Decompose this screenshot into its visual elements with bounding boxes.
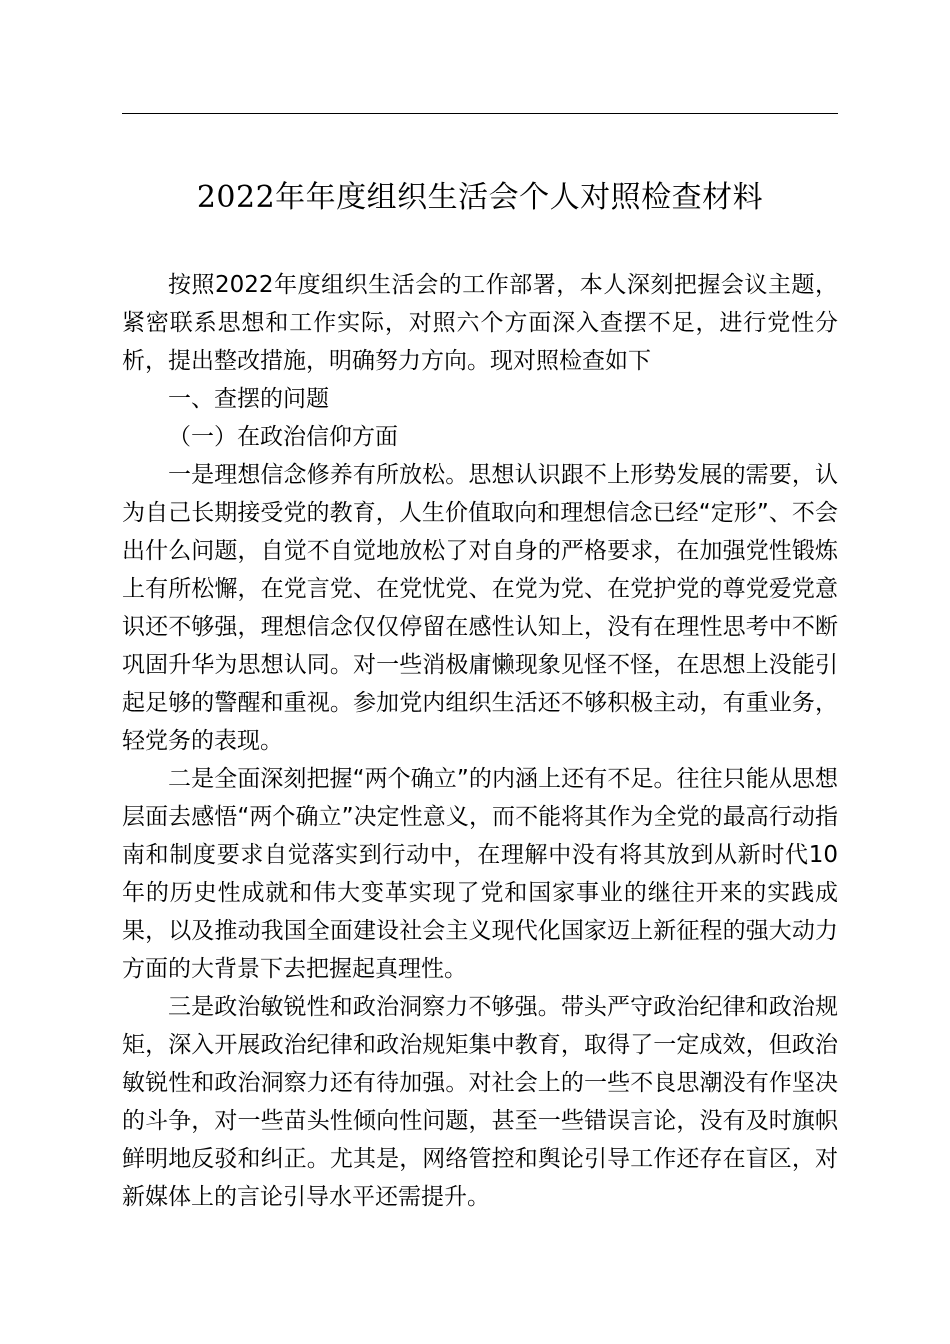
section-heading: 一、查摆的问题 (168, 386, 329, 412)
paragraph-1: 一是理想信念修养有所放松。思想认识跟不上形势发展的需要，认为自己长期接受党的教育，人生价值取向和理想信念已经“定形”、不会出什么问题，自觉不自觉地放松了对自身的严格要求，在加强党性锻炼上有所松懈，在党言党、在党忧党、在党为党、在党护党的尊党爱党意识还不够强，理想信念仅仅停留在感性认知上，没有在理性思考中不断巩固升华为思想认同。对一些消极庸懒现象见怪不怪，在思想上没能引起足够的警醒和重视。参加党内组织生活还不够积极主动，有重业务，轻党务的表现。 (122, 462, 838, 754)
intro-paragraph: 按照2022年度组织生活会的工作部署，本人深刻把握会议主题，紧密联系思想和工作实际，对照六个方面深入查摆不足，进行党性分析，提出整改措施，明确努力方向。现对照检查如下 (122, 272, 838, 374)
subsection-heading: （一）在政治信仰方面 (168, 424, 398, 450)
document-title: 2022年年度组织生活会个人对照检查材料 (196, 180, 764, 215)
paragraph-2: 二是全面深刻把握“两个确立”的内涵上还有不足。往往只能从思想层面去感悟“两个确立”决定性意义，而不能将其作为全党的最高行动指南和制度要求自觉落实到行动中，在理解中没有将其放到从新时代10年的历史性成就和伟大变革实现了党和国家事业的继往开来的实践成果，以及推动我国全面建设社会主义现代化国家迈上新征程的强大动力方面的大背景下去把握起真理性。 (122, 766, 838, 982)
document-body (122, 266, 838, 1216)
paragraph-3: 三是政治敏锐性和政治洞察力不够强。带头严守政治纪律和政治规矩，深入开展政治纪律和政治规矩集中教育，取得了一定成效，但政治敏锐性和政治洞察力还有待加强。对社会上的一些不良思潮没有作坚决的斗争，对一些苗头性倾向性问题，甚至一些错误言论，没有及时旗帜鲜明地反驳和纠正。尤其是，网络管控和舆论引导工作还存在盲区，对新媒体上的言论引导水平还需提升。 (122, 994, 838, 1210)
header-rule (122, 113, 838, 114)
